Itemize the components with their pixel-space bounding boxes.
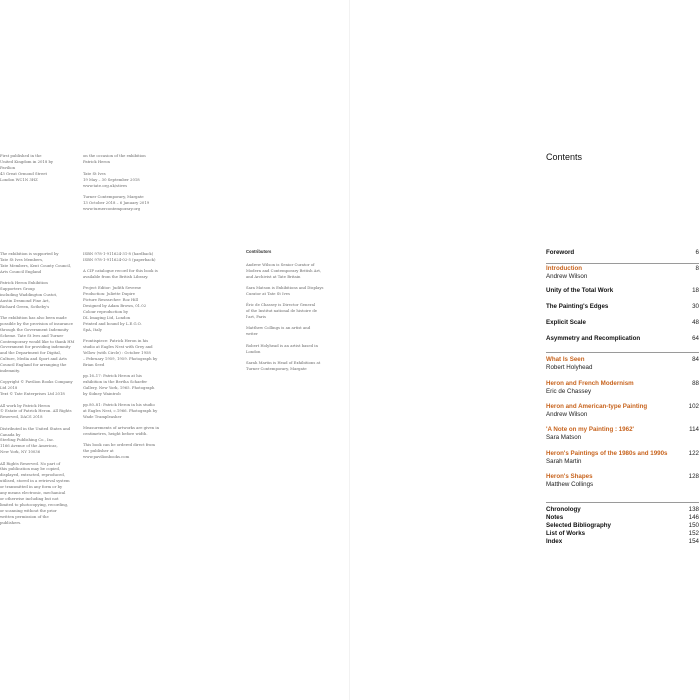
text-line: Yellow (with Circle) : October 1958 [83, 349, 151, 355]
text-line: Council England for arranging the [0, 362, 67, 368]
toc-entry-title: Heron's Paintings of the 1980s and 1990s [546, 450, 668, 457]
back-matter-entry[interactable] [546, 522, 699, 530]
text-line: Supporters Group [0, 285, 35, 291]
text-line: l'art, Paris [246, 314, 266, 320]
back-matter-page: 152 [688, 530, 699, 537]
text-line: Designed by Adam Brown, 01.02 [83, 303, 147, 309]
toc-entry-page: 128 [688, 473, 699, 480]
text-line: utilised, stored in a retrieval system [0, 478, 70, 484]
text-line: DL Imaging Ltd, London [83, 314, 131, 320]
toc-entry-page: 6 [695, 249, 699, 256]
text-line: 1166 Avenue of the Americas, [0, 443, 58, 449]
contributors-heading: Contributors [246, 249, 272, 254]
toc-entry-author: Andrew Wilson [546, 272, 588, 280]
paragraph [83, 268, 173, 280]
toc-entry-title: Heron's Shapes [546, 473, 593, 480]
text-line: Richard Green, Sotheby's [0, 303, 50, 309]
text-line: publishers. [0, 519, 22, 525]
text-line: New York, NY 10036 [0, 449, 41, 455]
paragraph [83, 373, 173, 397]
back-matter-page: 146 [688, 514, 699, 521]
text-line: Scheme. Tate St Ives and Turner [0, 332, 64, 338]
back-matter-title: List of Works [546, 530, 586, 537]
paragraph [83, 425, 173, 437]
text-line: The exhibition has also been made [0, 314, 67, 320]
text-line: available from the British Library. [83, 274, 149, 280]
text-line: Andrew Wilson is Senior Curator of [246, 262, 315, 267]
text-line: the publisher at [83, 448, 114, 454]
back-matter-title: Chronology [546, 506, 581, 513]
toc-entry-author: Sara Matson [546, 433, 582, 441]
toc-entry-title: Introduction [546, 265, 583, 272]
text-line: A CIP catalogue record for this book is [83, 268, 158, 274]
back-matter-title: Index [546, 538, 563, 545]
text-line: 19 May – 30 September 2018 [83, 176, 140, 182]
paragraph [246, 302, 346, 320]
text-line: Measurements of artworks are given in [83, 425, 160, 431]
text-line: © Estate of Patrick Heron. All Rights [0, 408, 72, 414]
text-line: www.turnercontemporary.org [83, 206, 141, 212]
text-line: First published in the [0, 153, 42, 158]
text-line: Tate Members, Kent County Council, [0, 262, 72, 268]
text-line: of the Institut national de histoire de [246, 308, 317, 314]
text-line: possible by the provision of insurance [0, 320, 73, 326]
text-line: Project Editor: Judith Severne [83, 285, 142, 291]
toc-entry[interactable] [546, 287, 699, 295]
text-line: Wade Trampleasher [83, 413, 122, 419]
toc-entry-author: Sarah Martin [546, 457, 582, 465]
text-line: www.tate.org.uk/stives [83, 182, 128, 188]
text-line: by Sidney Waintrob [83, 390, 121, 396]
text-line: Printed and bound by L.E.G.O. [83, 320, 142, 326]
text-line: Text © Tate Enterprises Ltd 2018 [0, 391, 65, 397]
text-line: Turner Contemporary, Margate [246, 365, 307, 371]
paragraph [246, 360, 346, 372]
toc-entry-page: 18 [692, 287, 699, 294]
paragraph [0, 403, 80, 421]
credits-column [83, 251, 173, 465]
contributors-list [246, 262, 346, 377]
text-line: exhibition in the Bertha Schaefer [83, 378, 148, 384]
toc-entry-title: Foreword [546, 249, 575, 256]
toc-entry-author: Robert Holyhead [546, 363, 593, 371]
text-line: Gallery, New York, 1965. Photograph [83, 384, 155, 390]
text-line: indemnity. [0, 368, 20, 374]
paragraph [246, 325, 346, 337]
text-line: Matthew Collings is an artist and [246, 325, 311, 331]
text-line: Copyright © Pavilion Books Company [0, 379, 73, 385]
text-line: Canada by [0, 431, 21, 437]
toc-entry-page: 30 [692, 303, 699, 310]
paragraph [0, 379, 80, 397]
back-matter-page: 154 [688, 538, 699, 545]
text-line: or scanning without the prior [0, 507, 57, 513]
back-matter-entry[interactable] [546, 506, 699, 514]
text-line: London WC1N 3HZ [0, 176, 38, 182]
text-line: SpA, Italy [83, 326, 102, 332]
toc-entry-title: Unity of the Total Work [546, 287, 614, 294]
toc-entry[interactable] [546, 473, 699, 488]
paragraph [0, 251, 80, 275]
text-line: www.pavilionbooks.com [83, 454, 130, 460]
text-line: displayed, extracted, reproduced, [0, 472, 65, 478]
imprint-block-2 [83, 153, 173, 212]
right-page-contents [350, 0, 700, 700]
imprint-block-1 [0, 153, 75, 183]
back-matter-page: 138 [688, 506, 699, 513]
toc-entry-page: 102 [688, 403, 699, 410]
toc-entry[interactable] [546, 265, 699, 280]
text-line: Production: Juliette Dupire [83, 291, 135, 297]
text-line: United Kingdom in 2018 by [0, 158, 54, 164]
toc-divider [546, 502, 699, 503]
text-line: 43 Great Ormond Street [0, 170, 47, 176]
toc-entry-author: Matthew Collings [546, 480, 594, 488]
toc-entry-title: 'A Note on my Painting : 1962' [546, 426, 634, 433]
toc-entry[interactable] [546, 249, 699, 257]
text-line: Frontispiece: Patrick Heron in his [83, 338, 149, 344]
paragraph [0, 461, 80, 526]
text-line: and Archivist at Tate Britain [246, 273, 301, 279]
text-line: studio at Eagles Nest with Grey and [83, 343, 153, 349]
text-line: this publication may be copied, [0, 466, 61, 472]
toc-entry-page: 122 [688, 450, 699, 457]
text-line: Colour reproduction by [83, 309, 129, 315]
paragraph [83, 285, 173, 332]
toc-divider [546, 352, 699, 353]
text-line: – February 1959, 1959. Photograph by [83, 355, 158, 361]
text-line: This book can be ordered direct from [83, 442, 155, 448]
contents-title: Contents [546, 152, 583, 162]
toc-entry-title: Heron and American-type Painting [546, 403, 648, 410]
toc-entry-author: Andrew Wilson [546, 410, 588, 418]
text-line: 13 October 2018 – 6 January 2019 [83, 200, 150, 206]
toc-entry-page: 88 [692, 380, 699, 387]
toc-entry-page: 114 [689, 426, 699, 433]
toc-entry-author: Eric de Chassey [546, 387, 592, 395]
text-line: All work by Patrick Heron [0, 402, 50, 408]
text-line: Sterling Publishing Co., Inc. [0, 437, 55, 443]
paragraph [83, 338, 173, 368]
back-matter-title: Selected Bibliography [546, 522, 611, 529]
text-line: including Waddington Custot, [0, 291, 58, 297]
toc-entry-page: 84 [692, 356, 699, 363]
text-line: Ltd 2018 [0, 385, 18, 391]
toc-entry-title: Heron and French Modernism [546, 380, 634, 387]
paragraph [0, 280, 80, 310]
paragraph [0, 315, 80, 374]
text-line: written permission of the [0, 513, 49, 519]
text-line: Reserved, DACS 2018 [0, 414, 43, 420]
toc-entry-title: What Is Seen [546, 356, 585, 363]
text-line: Picture Researcher: Roz Hill [83, 297, 138, 303]
text-line: on the occasion of the exhibition [83, 153, 146, 158]
support-column [0, 251, 80, 531]
paragraph [246, 285, 346, 297]
toc-entry-title: Explicit Scale [546, 319, 586, 326]
toc-entry[interactable] [546, 403, 699, 418]
paragraph [83, 402, 173, 420]
toc-entry[interactable] [546, 426, 699, 441]
back-matter-entry[interactable] [546, 530, 699, 538]
text-line: Sarah Martin is Head of Exhibitions at [246, 359, 321, 365]
text-line: Austin Desmond Fine Art, [0, 297, 50, 303]
toc-entry[interactable] [546, 303, 699, 311]
text-line: Curator at Tate St Ives [246, 291, 290, 297]
text-line: London [246, 348, 261, 354]
paragraph [83, 442, 173, 460]
text-line: Distributed in the United States and [0, 425, 71, 431]
text-line: or otherwise including but not [0, 495, 59, 501]
text-line: at Eagles Nest, c.1966. Photograph by [83, 407, 158, 413]
toc-entry[interactable] [546, 356, 699, 371]
text-line: ISBN 978-1-911624-31-8 (hardback) [83, 251, 154, 256]
toc-divider [546, 263, 699, 264]
text-line: Culture, Media and Sport and Arts [0, 356, 67, 362]
text-line: Contemporary would like to thank HM [0, 338, 75, 344]
text-line: Brian Seed [83, 361, 105, 367]
text-line: any means electronic, mechanical [0, 490, 66, 496]
text-line: through the Government Indemnity [0, 326, 69, 332]
text-line: limited to photocopying, recording, [0, 501, 69, 507]
back-matter-page: 150 [688, 522, 699, 529]
text-line: All Rights Reserved. No part of [0, 460, 61, 466]
text-line: Arts Council England [0, 268, 42, 274]
text-line: Patrick Heron Exhibition [0, 280, 48, 286]
back-matter-title: Notes [546, 514, 564, 521]
text-line: Robert Holyhead is an artist based in [246, 342, 318, 348]
toc-entry[interactable] [546, 380, 699, 395]
toc-entry[interactable] [546, 335, 699, 343]
text-line: Tate St Ives Members, [0, 256, 44, 262]
text-line: Government for providing indemnity [0, 344, 71, 350]
back-matter-entry[interactable] [546, 514, 699, 522]
back-matter-entry[interactable] [546, 538, 699, 546]
toc-entry-page: 8 [695, 265, 699, 272]
paragraph [83, 251, 173, 263]
text-line: centimetres, height before width. [83, 431, 148, 436]
toc-entry-title: The Painting's Edges [546, 303, 609, 310]
text-line: The exhibition is supported by [0, 251, 59, 256]
text-line: Éric de Chassey is Director General [246, 302, 316, 308]
paragraph [246, 262, 346, 280]
paragraph [0, 426, 80, 456]
toc-entry-page: 48 [692, 319, 699, 326]
text-line: Patrick Heron [83, 158, 110, 164]
text-line: Modern and Contemporary British Art, [246, 267, 322, 273]
text-line: pp.80–81: Patrick Heron in his studio [83, 401, 155, 407]
toc-entry[interactable] [546, 450, 699, 465]
paragraph [246, 343, 346, 355]
text-line: pp.16–17: Patrick Heron at his [83, 372, 142, 378]
toc-entry-title: Asymmetry and Recomplication [546, 335, 641, 342]
text-line: Pavilion [0, 164, 16, 170]
text-line: Sara Matson is Exhibitions and Displays [246, 285, 324, 291]
text-line: Turner Contemporary, Margate [83, 194, 144, 200]
text-line: ISBN 978-1-911624-02-5 (paperback) [83, 256, 156, 262]
toc-entry-page: 64 [692, 335, 699, 342]
text-line: and the Department for Digital, [0, 350, 61, 356]
text-line: writer [246, 331, 258, 337]
text-line: or transmitted in any form or by [0, 484, 63, 490]
toc-entry[interactable] [546, 319, 699, 327]
text-line: Tate St Ives [83, 170, 106, 176]
